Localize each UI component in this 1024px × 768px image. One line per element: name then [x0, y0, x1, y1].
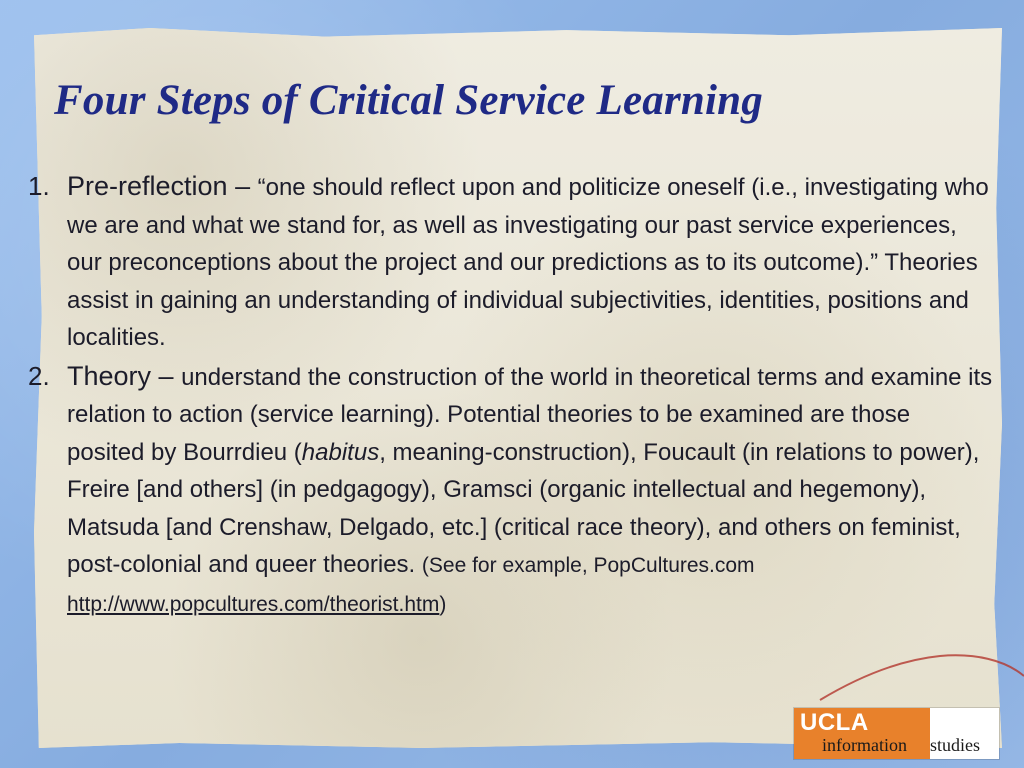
- step-list: [28, 168, 994, 624]
- logo-orange-block: [794, 708, 930, 759]
- item-number: 2.: [28, 360, 50, 391]
- item-term: Theory: [67, 360, 152, 391]
- item-dash: –: [227, 171, 258, 201]
- logo-white-block: [930, 708, 999, 759]
- item-number: 1.: [28, 171, 50, 201]
- list-item: [28, 168, 994, 357]
- logo-studies-text: studies: [930, 735, 981, 755]
- item-text: understand the construction of the world in theoretical terms and examine its relation to action (service learning). Potential theories to be examined are those posited by Bourrdieu (: [67, 363, 993, 466]
- page-title: Four Steps of Critical Service Learning: [54, 77, 763, 124]
- logo-ucla-text: UCLA: [800, 709, 869, 736]
- item-dash: –: [151, 360, 182, 391]
- item-term: Pre-reflection: [67, 171, 228, 201]
- item-italic-term: habitus: [301, 438, 380, 466]
- example-note: (See for example, PopCultures.com: [421, 554, 755, 577]
- closing-paren: ): [439, 592, 447, 616]
- logo-information-text: information: [822, 735, 907, 755]
- theorist-link[interactable]: http://www.popcultures.com/theorist.htm: [67, 592, 440, 616]
- item-text: “one should reflect upon and politicize oneself (i.e., investigating who we are and what we stand for, as well as investigating our past service experiences, our preconceptions about the project and our predictions as to its outcome).” Theories assist in gaining an understanding of individual subjectivities, identities, positions and localities.: [67, 174, 989, 351]
- item-text: , meaning-construction), Foucault (in relations to power), Freire [and others] (in pedgagogy), Gramsci (organic intellectual and hegemony), Matsuda [and Crenshaw, Delgado, etc.] (critical race theory), and others on feminist, post-colonial and queer theories.: [67, 438, 980, 578]
- list-item: [28, 358, 994, 624]
- ucla-information-studies-logo: [794, 708, 999, 759]
